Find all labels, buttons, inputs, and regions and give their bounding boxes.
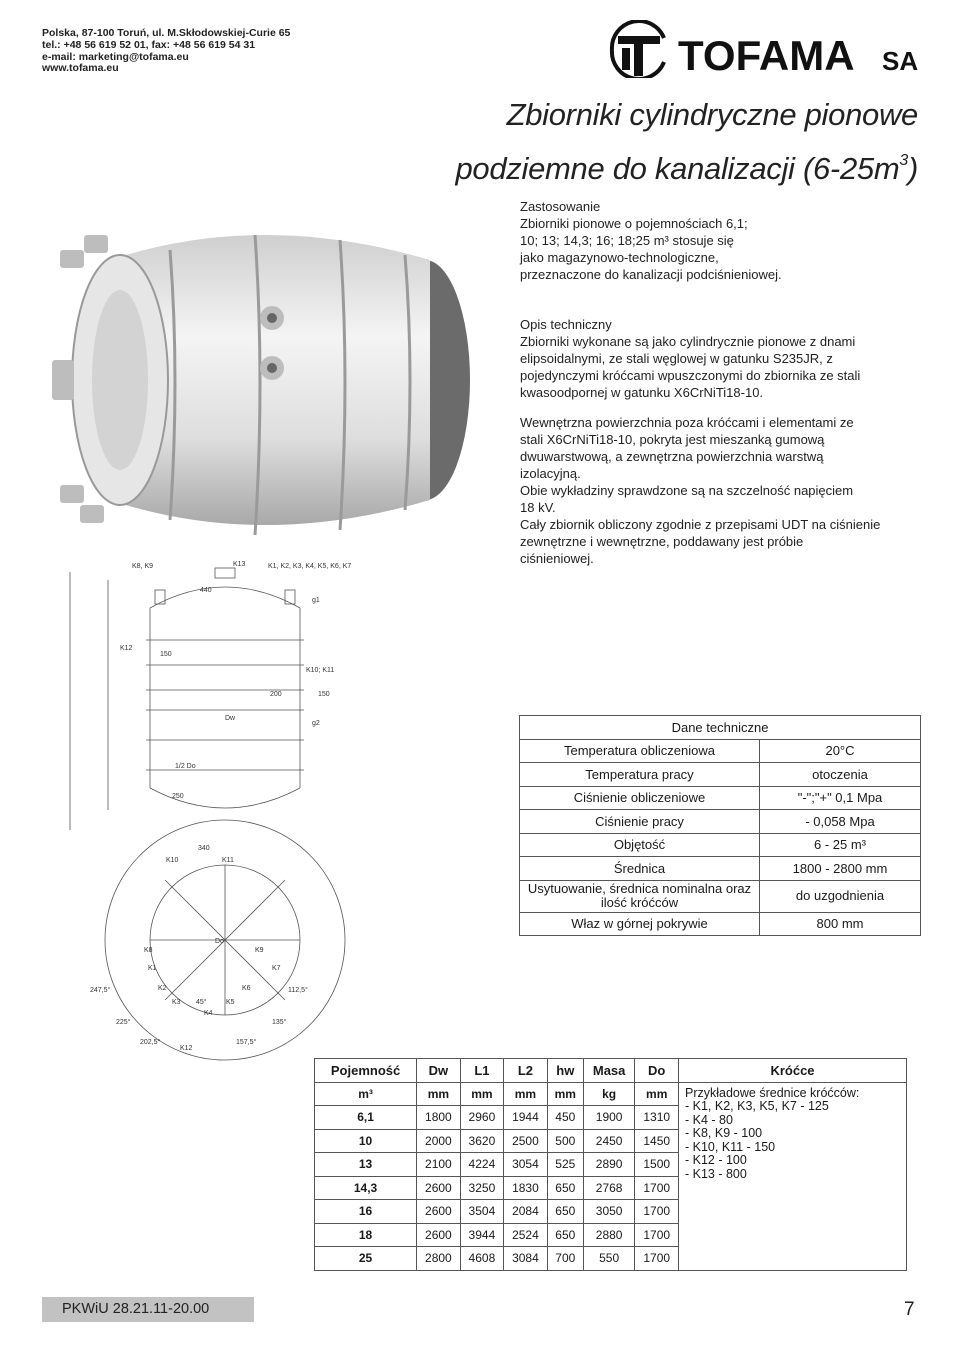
lining-text: izolacyjną. <box>520 466 581 481</box>
usage-text: przeznaczone do kanalizacji podciśnieniowej. <box>520 267 782 282</box>
table-cell: 1310 <box>635 1106 679 1130</box>
contact-info <box>42 28 290 75</box>
usage-heading: Zastosowanie <box>520 199 601 214</box>
table-row <box>520 857 921 881</box>
table-cell: 16 <box>315 1200 417 1224</box>
drawing-label: Dw <box>225 715 236 722</box>
unit-cell: mm <box>504 1082 548 1106</box>
unit-cell: mm <box>635 1082 679 1106</box>
drawing-label: 1/2 Do <box>175 763 196 770</box>
technical-description-text: pojedynczymi króćcami wpuszczonymi do zbiornika ze stali <box>520 368 861 383</box>
param-value: do uzgodnienia <box>760 880 921 912</box>
table-cell: 2600 <box>417 1200 461 1224</box>
unit-cell: mm <box>460 1082 504 1106</box>
technical-data-table <box>519 715 921 936</box>
table-cell: 2600 <box>417 1176 461 1200</box>
table-cell: 1700 <box>635 1200 679 1224</box>
technical-description-heading: Opis techniczny <box>520 317 612 332</box>
drawing-label: 247,5° <box>90 987 111 994</box>
table-row <box>520 763 921 787</box>
contact-email: e-mail: marketing@tofama.eu <box>42 50 189 63</box>
table-cell: 3250 <box>460 1176 504 1200</box>
usage-text: 10; 13; 14,3; 16; 18;25 m³ stosuje się <box>520 233 734 248</box>
drawing-label: 250 <box>172 793 184 800</box>
table-cell: 2880 <box>583 1223 635 1247</box>
drawing-label: 135° <box>272 1019 287 1026</box>
table-cell: 14,3 <box>315 1176 417 1200</box>
table-cell: 13 <box>315 1153 417 1177</box>
drawing-label: 150 <box>318 691 330 698</box>
nozzles-text: - K1, K2, K3, K5, K7 - 125 <box>685 1099 829 1113</box>
table-cell: 650 <box>547 1176 583 1200</box>
drawing-label: 340 <box>198 845 210 852</box>
table-cell: 3504 <box>460 1200 504 1224</box>
drawing-label: K10; K11 <box>306 667 335 674</box>
table-cell: 2100 <box>417 1153 461 1177</box>
param-value: 20°C <box>760 739 921 763</box>
lining-text: zewnętrzne i wewnętrzne, poddawany jest próbie <box>520 534 804 549</box>
technical-description-text: elipsoidalnymi, ze stali węglowej w gatunku S235JR, z <box>520 351 833 366</box>
title-line-1: Zbiorniki cylindryczne pionowe <box>506 97 918 132</box>
table-cell: 4608 <box>460 1247 504 1271</box>
table-cell: 2890 <box>583 1153 635 1177</box>
table-row <box>520 833 921 857</box>
nozzles-text: - K4 - 80 <box>685 1112 733 1127</box>
param-name: Średnica <box>520 857 760 881</box>
param-name: Objętość <box>520 833 760 857</box>
unit-cell: mm <box>547 1082 583 1106</box>
table-cell: 3054 <box>504 1153 548 1177</box>
table-cell: 1700 <box>635 1223 679 1247</box>
table-cell: 550 <box>583 1247 635 1271</box>
drawing-label: K8 <box>144 947 153 954</box>
table-cell: 650 <box>547 1200 583 1224</box>
table-units-row <box>315 1082 907 1106</box>
table-cell: 25 <box>315 1247 417 1271</box>
usage-section <box>520 198 880 283</box>
column-header: Masa <box>583 1059 635 1083</box>
table-cell: 1500 <box>635 1153 679 1177</box>
drawing-label: K12 <box>180 1045 193 1052</box>
param-name: Temperatura pracy <box>520 763 760 787</box>
dimensions-table <box>314 1058 907 1271</box>
param-value: otoczenia <box>760 763 921 787</box>
table-cell: 4224 <box>460 1153 504 1177</box>
tofama-logo <box>608 20 923 78</box>
param-value: 800 mm <box>760 912 921 936</box>
table-cell: 1450 <box>635 1129 679 1153</box>
param-name: Temperatura obliczeniowa <box>520 739 760 763</box>
param-value: "-";"+" 0,1 Mpa <box>760 786 921 810</box>
technical-description-text: Zbiorniki wykonane są jako cylindrycznie pionowe z dnami <box>520 334 856 349</box>
drawing-label: 112,5° <box>288 987 308 994</box>
table-row <box>520 912 921 936</box>
param-value: 6 - 25 m³ <box>760 833 921 857</box>
table-cell: 2500 <box>504 1129 548 1153</box>
nozzles-text: - K13 - 800 <box>685 1166 747 1181</box>
table-row <box>520 739 921 763</box>
table-row <box>520 880 921 912</box>
drawing-label: K12 <box>120 645 133 652</box>
table-cell: 2600 <box>417 1223 461 1247</box>
column-header: Do <box>635 1059 679 1083</box>
param-name: Usytuowanie, średnica nominalna oraz ilość króćców <box>520 880 760 912</box>
drawing-label: 440 <box>200 587 212 594</box>
table-row <box>520 786 921 810</box>
drawing-label: g1 <box>312 597 320 604</box>
lining-text: ciśnieniowej. <box>520 551 594 566</box>
param-name: Ciśnienie obliczeniowe <box>520 786 760 810</box>
table-cell: 2084 <box>504 1200 548 1224</box>
drawing-label: K1, K2, K3, K4, K5, K6, K7 <box>268 563 352 570</box>
drawing-label: K3 <box>172 999 181 1006</box>
drawing-label: 202,5° <box>140 1039 161 1046</box>
table-cell: 3050 <box>583 1200 635 1224</box>
drawing-label: K10 <box>166 857 179 864</box>
table-cell: 700 <box>547 1247 583 1271</box>
nozzles-text: Przykładowe średnice króćców: <box>685 1085 860 1100</box>
table-heading: Dane techniczne <box>520 716 921 740</box>
drawing-label: 200 <box>270 691 282 698</box>
drawing-label: 157,5° <box>236 1039 257 1046</box>
table-cell: 2960 <box>460 1106 504 1130</box>
drawing-label: K13 <box>233 561 246 568</box>
drawing-label: K11 <box>222 857 234 864</box>
lining-text: stali X6CrNiTi18-10, pokryta jest mieszanką gumową <box>520 432 825 447</box>
drawing-label: K7 <box>272 965 281 972</box>
usage-text: Zbiorniki pionowe o pojemnościach 6,1; <box>520 216 748 231</box>
table-cell: 1900 <box>583 1106 635 1130</box>
table-cell: 2000 <box>417 1129 461 1153</box>
page-title <box>455 92 918 192</box>
table-cell: 1944 <box>504 1106 548 1130</box>
lining-text: Obie wykładziny sprawdzone są na szczelność napięciem <box>520 483 854 498</box>
technical-description-section <box>520 316 920 401</box>
drawing-label: g2 <box>312 720 320 727</box>
table-cell: 500 <box>547 1129 583 1153</box>
nozzles-text: - K10, K11 - 150 <box>685 1139 776 1154</box>
logo-suffix: SA <box>882 46 919 76</box>
drawing-label: K5 <box>226 999 235 1006</box>
column-header: L1 <box>460 1059 504 1083</box>
unit-cell: kg <box>583 1082 635 1106</box>
lining-text: 18 kV. <box>520 500 556 515</box>
drawing-label: 45° <box>196 999 207 1006</box>
table-cell: 1800 <box>417 1106 461 1130</box>
table-cell: 1830 <box>504 1176 548 1200</box>
table-cell: 450 <box>547 1106 583 1130</box>
table-header-row <box>315 1059 907 1083</box>
column-header: hw <box>547 1059 583 1083</box>
nozzles-text: - K12 - 100 <box>685 1153 747 1167</box>
drawing-label: K1 <box>148 965 157 972</box>
pkwiu-code: PKWiU 28.21.11-20.00 <box>42 1297 254 1322</box>
drawing-label: 225° <box>116 1019 131 1026</box>
table-cell: 18 <box>315 1223 417 1247</box>
table-cell: 1700 <box>635 1247 679 1271</box>
param-value: - 0,058 Mpa <box>760 810 921 834</box>
lining-text: Wewnętrzna powierzchnia poza króćcami i elementami ze <box>520 415 854 430</box>
table-cell: 3620 <box>460 1129 504 1153</box>
technical-drawing <box>40 560 360 1080</box>
unit-cell: m³ <box>315 1082 417 1106</box>
drawing-label: K4 <box>204 1010 213 1017</box>
table-cell: 650 <box>547 1223 583 1247</box>
contact-phone: tel.: +48 56 619 52 01, fax: +48 56 619 54 31 <box>42 38 256 51</box>
drawing-label: Do <box>215 938 224 945</box>
param-name: Ciśnienie pracy <box>520 810 760 834</box>
param-name: Właz w górnej pokrywie <box>520 912 760 936</box>
table-header-row <box>520 716 921 740</box>
drawing-label: K9 <box>255 947 264 954</box>
nozzles-cell <box>679 1082 907 1270</box>
table-cell: 6,1 <box>315 1106 417 1130</box>
tank-photo <box>40 190 480 562</box>
table-cell: 10 <box>315 1129 417 1153</box>
table-row <box>520 810 921 834</box>
table-cell: 3944 <box>460 1223 504 1247</box>
page-number: 7 <box>904 1299 915 1320</box>
drawing-label: 150 <box>160 651 172 658</box>
column-header: L2 <box>504 1059 548 1083</box>
logo-text: TOFAMA <box>678 32 855 78</box>
table-cell: 525 <box>547 1153 583 1177</box>
contact-address: Polska, 87-100 Toruń, ul. M.Skłodowskiej-Curie 65 <box>42 27 291 39</box>
column-header: Dw <box>417 1059 461 1083</box>
title-line-2: podziemne do kanalizacji $(6-25m^3)$ <box>455 151 918 186</box>
technical-description-text: kwasoodpornej w gatunku X6CrNiTi18-10. <box>520 385 764 400</box>
drawing-label: K8, K9 <box>132 563 154 570</box>
drawing-label: K6 <box>242 985 251 992</box>
table-cell: 2450 <box>583 1129 635 1153</box>
unit-cell: mm <box>417 1082 461 1106</box>
param-value: 1800 - 2800 mm <box>760 857 921 881</box>
contact-website: www.tofama.eu <box>42 62 119 75</box>
drawing-label: K2 <box>158 985 167 992</box>
table-cell: 2800 <box>417 1247 461 1271</box>
column-header: Pojemność <box>315 1059 417 1083</box>
nozzles-text: - K8, K9 - 100 <box>685 1126 763 1140</box>
lining-text: dwuwarstwową, a zewnętrzna powierzchnia warstwą <box>520 449 824 464</box>
table-cell: 2524 <box>504 1223 548 1247</box>
table-cell: 1700 <box>635 1176 679 1200</box>
usage-text: jako magazynowo-technologiczne, <box>520 250 719 265</box>
lining-section <box>520 414 920 567</box>
table-cell: 2768 <box>583 1176 635 1200</box>
column-header: Króćce <box>679 1059 907 1083</box>
lining-text: Cały zbiornik obliczony zgodnie z przepisami UDT na ciśnienie <box>520 517 881 532</box>
table-cell: 3084 <box>504 1247 548 1271</box>
